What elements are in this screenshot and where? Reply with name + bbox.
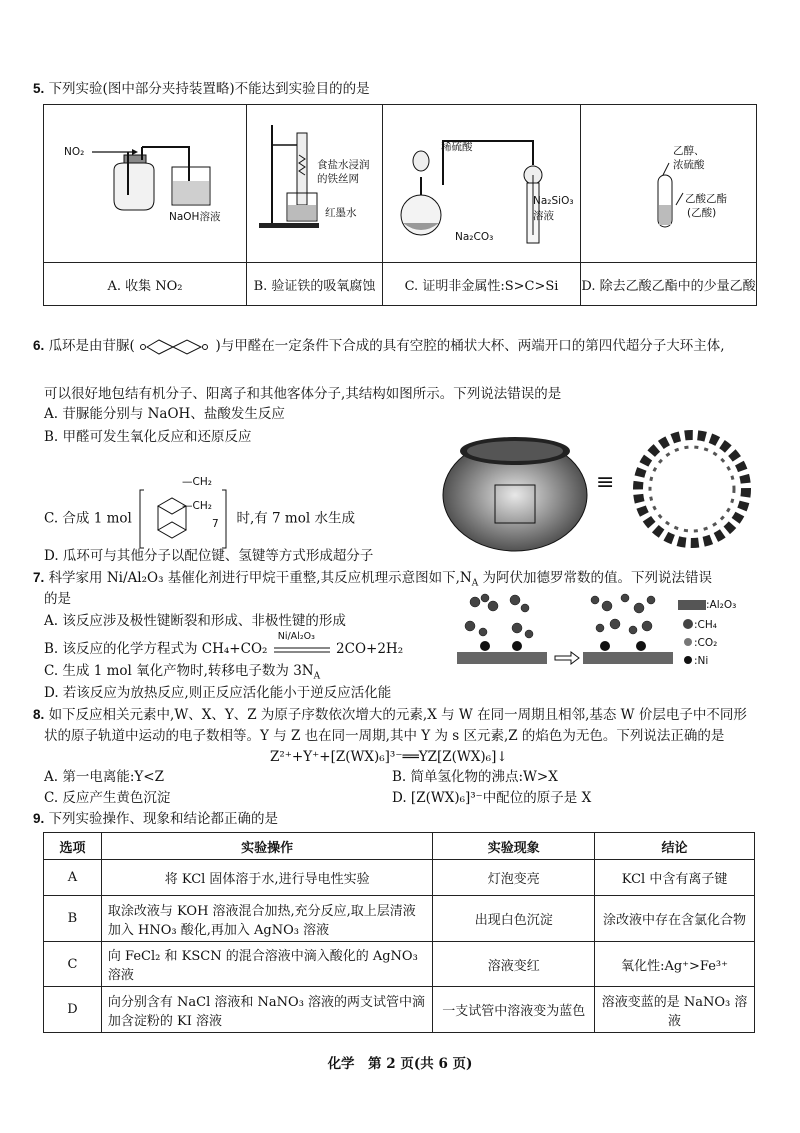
table-row (44, 860, 755, 896)
ethanol-label: 乙醇、 (673, 145, 705, 157)
option-b-caption: B. 验证铁的吸氧腐蚀 (247, 262, 382, 305)
table-row (44, 896, 755, 942)
q8-number: 8. (33, 707, 45, 722)
q6-option-d: D. 瓜环可与其他分子以配位键、氢键等方式形成超分子 (44, 548, 374, 564)
table-row (44, 987, 755, 1033)
row-c-phenomenon: 溶液变红 (433, 942, 595, 987)
row-c-operation: 向 FeCl₂ 和 KSCN 的混合溶液中滴入酸化的 AgNO₃ 溶液 (101, 942, 432, 987)
q7-option-c-subscript: A (313, 671, 321, 682)
q8-stem (33, 706, 747, 724)
legend-al2o3: :Al₂O₃ (706, 599, 737, 611)
q7-option-b-pre: B. 该反应的化学方程式为 CH₄+CO₂ (44, 641, 268, 657)
q6-option-c-pre: C. 合成 1 mol (44, 510, 132, 527)
wire-label-1: 食盐水浸润 (317, 159, 370, 171)
row-d-operation: 向分别含有 NaCl 溶液和 NaNO₃ 溶液的两支试管中滴加含淀粉的 KI 溶液 (101, 987, 432, 1033)
equivalent-sign: ≡ (596, 470, 615, 495)
conc-acid-label: 浓硫酸 (673, 159, 705, 171)
q5-figure-grid (43, 104, 757, 306)
wire-label-2: 的铁丝网 (317, 173, 359, 185)
q8-stem-text: 如下反应相关元素中,W、X、Y、Z 为原子序数依次增大的元素,X 与 W 在同一周期且相邻,基态 W 价层电子中不同形 (48, 707, 747, 723)
mechanism-diagram (455, 588, 675, 670)
row-a-phenomenon: 灯泡变亮 (433, 860, 595, 896)
q6-number: 6. (33, 338, 45, 353)
q5-cell-a (44, 105, 247, 305)
option-a-caption: A. 收集 NO₂ (44, 262, 246, 305)
q6-option-b: B. 甲醛可发生氧化反应和还原反应 (44, 429, 252, 445)
row-b-conclusion: 涂改液中存在含氯化合物 (595, 896, 755, 942)
ester-label: 乙酸乙酯 (685, 193, 727, 205)
header-phenomenon: 实验现象 (433, 833, 595, 860)
gas-collection-apparatus (44, 105, 247, 263)
na2co3-label: Na₂CO₃ (455, 231, 494, 243)
q6-option-c (44, 486, 355, 552)
q7-number: 7. (33, 570, 45, 585)
q7-na-subscript: A (471, 578, 479, 589)
q7-option-b-post: 2CO+2H₂ (336, 641, 404, 657)
q6-option-a: A. 苷脲能分别与 NaOH、盐酸发生反应 (44, 406, 285, 422)
q6-stem (33, 337, 725, 356)
q7-option-d: D. 若该反应为放热反应,则正反应活化能小于逆反应活化能 (44, 685, 392, 701)
no2-label: NO₂ (64, 146, 85, 158)
q5-cell-c (383, 105, 581, 305)
catalyst-condition: Ni/Al₂O₃ (277, 631, 315, 642)
q7-stem-post: 为阿伏加德罗常数的值。下列说法错误 (478, 570, 712, 586)
q9-stem-text: 下列实验操作、现象和结论都正确的是 (48, 811, 279, 827)
q7-option-b (44, 631, 404, 658)
row-a-option: A (44, 860, 102, 896)
row-d-phenomenon: 一支试管中溶液变为蓝色 (433, 987, 595, 1033)
q8-equation: Z²⁺+Y⁺+[Z(WX)₆]³⁻══YZ[Z(WX)₆]↓ (270, 749, 508, 765)
q9-table (43, 832, 755, 1033)
page-footer: 化学 第 2 页(共 6 页) (327, 1056, 473, 1072)
q8-option-d: D. [Z(WX)₆]³⁻中配位的原子是 X (392, 790, 592, 806)
na2sio3-label: Na₂SiO₃ (533, 195, 574, 207)
acetic-acid-label: (乙酸) (687, 207, 717, 219)
na2sio3-solution-label: 溶液 (533, 210, 554, 222)
option-c-caption: C. 证明非金属性:S>C>Si (383, 262, 580, 305)
legend-ni: :Ni (694, 655, 709, 667)
naoh-label: NaOH溶液 (169, 211, 221, 223)
glycoluril-structure (139, 338, 211, 356)
row-c-conclusion: 氧化性:Ag⁺>Fe³⁺ (595, 942, 755, 987)
q7-stem-2: 的是 (44, 591, 71, 607)
cucurbituril-barrel-image (440, 425, 590, 555)
q5-cell-d (581, 105, 756, 305)
iron-corrosion-apparatus (247, 105, 383, 263)
q8-option-c: C. 反应产生黄色沉淀 (44, 790, 171, 806)
row-a-operation: 将 KCl 固体溶于水,进行导电性实验 (101, 860, 432, 896)
ch2-label-top: —CH₂ (182, 476, 212, 488)
legend-ch4: :CH₄ (694, 619, 717, 631)
q5-stem (33, 80, 370, 98)
q8-stem-2: 状的原子轨道中运动的电子数相等。Y 与 Z 也在同一周期,其中 Y 为 s 区元素,Z 的焰色为无色。下列说法正确的是 (44, 728, 725, 744)
reaction-arrow (272, 631, 332, 658)
table-header-row (44, 833, 755, 860)
option-d-caption: D. 除去乙酸乙酯中的少量乙酸 (581, 262, 756, 305)
red-ink-label: 红墨水 (325, 207, 357, 219)
row-b-option: B (44, 896, 102, 942)
table-row (44, 942, 755, 987)
q6-stem-post: )与甲醛在一定条件下合成的具有空腔的桶状大杯、两端开口的第四代超分子大环主体, (215, 338, 725, 354)
q9-stem (33, 810, 278, 828)
q8-option-a: A. 第一电离能:Y<Z (44, 769, 164, 785)
cucurbituril-ring-model (622, 414, 762, 564)
q6-option-c-post: 时,有 7 mol 水生成 (236, 510, 355, 527)
q9-number: 9. (33, 811, 45, 826)
q7-option-a: A. 该反应涉及极性键断裂和形成、非极性键的形成 (44, 613, 346, 629)
q8-option-b: B. 简单氢化物的沸点:W>X (392, 769, 558, 785)
unit-subscript: 7 (212, 518, 219, 530)
header-option: 选项 (44, 833, 102, 860)
q6-stem-2: 可以很好地包结有机分子、阳离子和其他客体分子,其结构如图所示。下列说法错误的是 (44, 386, 562, 402)
row-a-conclusion: KCl 中含有离子键 (595, 860, 755, 896)
q5-stem-text: 下列实验(图中部分夹持装置略)不能达到实验目的的是 (48, 81, 370, 97)
q5-cell-b (247, 105, 383, 305)
row-d-option: D (44, 987, 102, 1033)
q7-stem-text: 科学家用 Ni/Al₂O₃ 基催化剂进行甲烷干重整,其反应机理示意图如下,N (48, 570, 472, 586)
ch2-label-bottom: —CH₂ (182, 500, 212, 512)
q5-number: 5. (33, 81, 45, 96)
q7-option-c-text: C. 生成 1 mol 氧化产物时,转移电子数为 3N (44, 663, 314, 679)
q6-stem-pre: 瓜环是由苷脲( (48, 338, 135, 354)
header-operation: 实验操作 (101, 833, 432, 860)
row-b-phenomenon: 出现白色沉淀 (433, 896, 595, 942)
row-c-option: C (44, 942, 102, 987)
header-conclusion: 结论 (595, 833, 755, 860)
ester-test-tube (581, 105, 756, 263)
row-b-operation: 取涂改液与 KOH 溶液混合加热,充分反应,取上层清液加入 HNO₃ 酸化,再加入 AgNO₃ 溶液 (101, 896, 432, 942)
legend-co2: :CO₂ (694, 637, 718, 649)
q7-option-c (44, 662, 320, 686)
sulfuric-acid-label: 稀硫酸 (441, 141, 473, 153)
row-d-conclusion: 溶液变蓝的是 NaNO₃ 溶液 (595, 987, 755, 1033)
